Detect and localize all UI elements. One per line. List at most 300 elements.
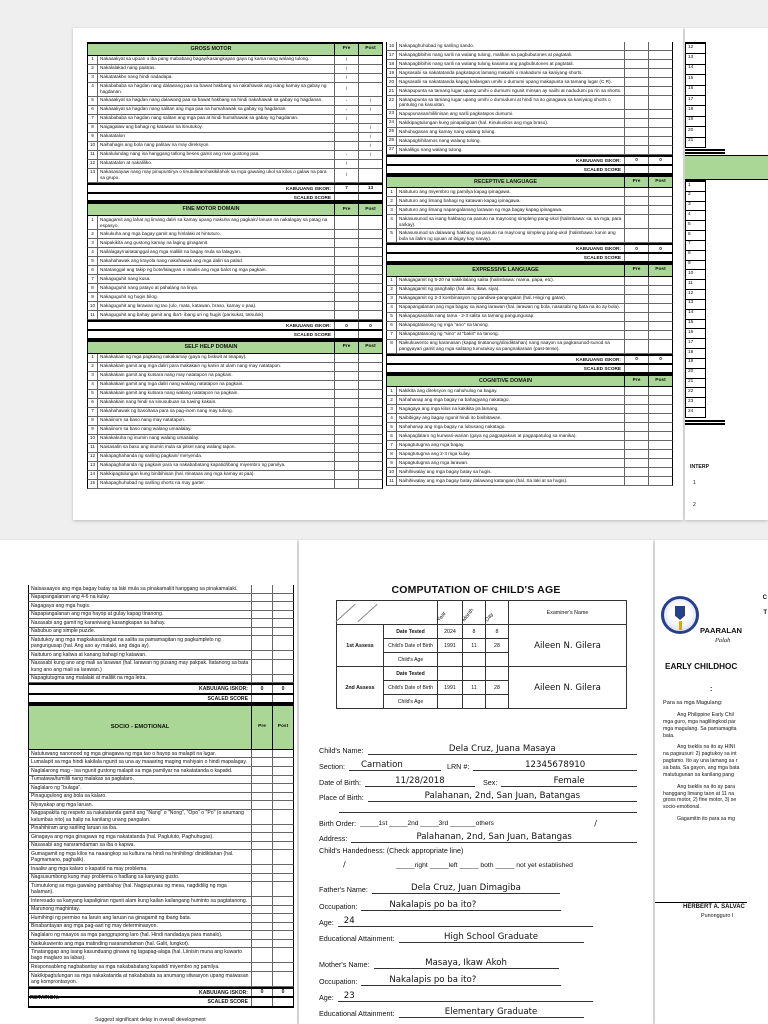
pre-mark — [334, 142, 358, 150]
letter-paragraph — [663, 744, 768, 778]
item-text: Napupunasan/nililinisan ang sarili pagkatapos dumumi. — [399, 110, 514, 116]
post-column-header: Post — [648, 265, 672, 276]
month-value: 8 — [463, 625, 486, 639]
item-number: 4 — [387, 215, 397, 228]
checklist-item-row — [28, 865, 294, 874]
total-post-value: 0 — [358, 322, 382, 329]
item-number: 8 — [387, 450, 397, 458]
item-text: Naglalaro ng maayos sa mga panggrupong laro (hal. Hindi nandadaya para manalo). — [31, 931, 223, 938]
post-mark — [648, 146, 672, 154]
total-score-label: KABUUANG ISKOR: — [285, 185, 331, 191]
pre-mark: / — [334, 56, 358, 64]
post-column-header: Post — [358, 204, 382, 215]
date-part-label: Month — [461, 607, 476, 623]
checklist-item-row — [28, 636, 294, 651]
checklist-item-row — [28, 906, 294, 915]
section-header — [87, 340, 383, 354]
item-text: Naihahagis ang bola nang palitaw na may direksyon. — [100, 142, 210, 148]
section-title: SELF HELP DOMAIN — [184, 343, 238, 350]
item-text: Naihihiwalay ang mga bagay batay dalawang katangian (hal. Sa laki at sa hugis). — [399, 477, 568, 483]
item-text: Nahuhugasan ang kamay nang walang tulong. — [399, 128, 496, 134]
post-mark — [648, 423, 672, 431]
item-text: Marunong maghintay. — [31, 906, 80, 913]
item-number: 2 — [387, 396, 397, 404]
item-text: Nasasabi kung ano ang mali sa larawan (hal. larawan ng pusang may pakpak. Itatanong sa bata kung ano ang mali sa larawan.) — [31, 660, 249, 673]
cut-text: T — [763, 610, 767, 616]
row-number: 15 — [685, 75, 706, 85]
post-mark — [272, 882, 293, 896]
checklist-item-row — [386, 331, 673, 340]
strip-score-divider — [685, 149, 725, 154]
section-title: GROSS MOTOR — [190, 46, 232, 52]
letter-paragraph-line: Ang Philippine Early Chil — [677, 712, 734, 718]
pre-mark — [624, 432, 648, 440]
item-text: Nakapaghihilamos nang walang tulong. — [399, 137, 481, 143]
post-mark — [358, 453, 382, 461]
checklist-item-row — [386, 215, 673, 229]
row-number: 15 — [685, 320, 706, 330]
scaled-pre-value — [334, 331, 358, 338]
item-number: 7 — [88, 115, 98, 123]
post-mark — [648, 340, 672, 353]
checklist-item-row — [87, 444, 383, 453]
item-text: Nakapaglalaro ng kunwari-warian (gaya ng pagpapakain at pagpapatulog sa manika). — [399, 432, 577, 438]
total-score-row — [386, 155, 673, 165]
post-mark — [272, 906, 293, 914]
checklist-item-row — [386, 286, 673, 295]
checklist-item-row — [87, 284, 383, 293]
item-text: Nakapaghahanda ng pagkain para sa nakababatang kapatid/ibang miyembro ng pamilya. — [100, 462, 286, 468]
checklist-item-row — [386, 60, 673, 69]
post-mark — [648, 128, 672, 136]
scaled-score-row — [386, 364, 673, 374]
post-mark — [272, 825, 293, 833]
post-mark — [648, 304, 672, 312]
checklist-item-row — [87, 435, 383, 444]
pre-mark — [251, 850, 272, 864]
pre-mark — [251, 801, 272, 809]
checklist-item-row — [28, 619, 294, 628]
row-number: 14 — [685, 65, 706, 75]
signatory-name: HERBERT A. SALVAC — [683, 904, 745, 910]
post-mark — [272, 758, 293, 766]
checklist-item-row — [386, 197, 673, 206]
total-score-label: KABUUANG ISKOR: — [575, 356, 621, 362]
row-number: 13 — [685, 300, 706, 310]
item-number: 3 — [88, 239, 98, 247]
pre-mark — [251, 865, 272, 873]
item-text: Naisasalin sa baso ang inumin mula sa pitsel nang walang tapon. — [100, 444, 236, 450]
handedness-label-line — [319, 846, 637, 855]
item-number: 2 — [88, 65, 98, 73]
date-part-header — [463, 601, 486, 625]
checklist-item-row — [87, 124, 383, 133]
section-title: EXPRESSIVE LANGUAGE — [472, 267, 539, 274]
item-number: 15 — [88, 480, 98, 488]
sex-value: Female — [501, 777, 637, 787]
total-score-label: KABUUANG ISKOR: — [199, 686, 248, 693]
checklist-item-row — [386, 42, 673, 51]
total-score-label: KABUUANG ISKOR: — [575, 157, 621, 163]
checklist-item-row — [87, 97, 383, 106]
pre-mark — [624, 286, 648, 294]
pre-mark — [251, 594, 272, 602]
post-mark — [272, 923, 293, 931]
item-text: Nakagagamit ng 5-20 na nakikilalang salita (halimbawa: mama, papa, etc). — [399, 277, 555, 283]
post-mark — [272, 842, 293, 850]
field-label: Child's Date of Birth — [384, 639, 438, 653]
checklist-section — [87, 202, 383, 339]
item-number: 1 — [387, 277, 397, 285]
checklist-item-row — [386, 468, 673, 477]
item-text: Nakikipagtulungan sa mga nakakatanda at nakababata sa anumang sitwasyon upang maiwasan ang komprontasyon. — [31, 972, 249, 985]
pre-mark — [624, 96, 648, 109]
strip-section-header-band — [685, 155, 768, 180]
checklist-section — [28, 704, 294, 1008]
row-number: 19 — [685, 117, 706, 127]
post-mark — [648, 387, 672, 395]
scaled-post-value — [272, 695, 293, 702]
total-score-row — [386, 243, 673, 253]
scaled-score-row — [28, 997, 294, 1007]
child-name-line — [319, 745, 637, 755]
post-mark — [358, 381, 382, 389]
post-mark — [358, 257, 382, 265]
row-number: 24 — [685, 408, 706, 418]
item-number: 5 — [88, 97, 98, 105]
post-mark — [272, 972, 293, 986]
item-text: Nakapagbibihis nang sarili na walang tulong, maliban sa pagbubutones at pagtatali. — [399, 51, 573, 57]
item-text: Naituturo ang limang bahagi ng katawan kapag ipinagawa. — [399, 198, 521, 204]
checklist-item-row — [28, 784, 294, 793]
pre-mark — [251, 833, 272, 841]
pre-mark — [334, 311, 358, 319]
checklist-item-row — [87, 471, 383, 480]
item-number: 5 — [387, 313, 397, 321]
item-text: Nakagagamit ng 2-3 kombinasyon ng pandiwa-pangngalan (hal. Hingi ng gatas). — [399, 295, 567, 301]
pre-mark — [251, 793, 272, 801]
scaled-score-label: SCALED SCORE — [583, 166, 621, 172]
item-text: Nakikipagtulungan kung binibihisan (hal. Itinataas ang mga kamay at paa). — [100, 471, 255, 477]
total-post-value: 0 — [272, 989, 293, 996]
total-pre-value: 7 — [334, 185, 358, 192]
checklist-item-row — [386, 137, 673, 146]
item-number: 9 — [387, 459, 397, 467]
post-mark — [272, 914, 293, 922]
checklist-item-row — [386, 432, 673, 441]
father-name-label: Father's Name: — [319, 885, 368, 895]
item-number: 3 — [387, 405, 397, 413]
item-text: Nakapaghuhubad ng sariling sando. — [399, 42, 475, 48]
item-number: 5 — [88, 257, 98, 265]
pre-mark — [251, 963, 272, 971]
row-number: 16 — [685, 329, 706, 339]
checklist-item-row — [28, 585, 294, 594]
scaled-pre-value — [624, 166, 648, 173]
post-mark — [648, 96, 672, 109]
checklist-item-row — [386, 396, 673, 405]
scaled-post-value — [648, 365, 672, 372]
strip-page — [685, 28, 768, 520]
examiner-name-header: Examiner's Name — [509, 601, 627, 625]
post-mark — [648, 188, 672, 196]
checklist-item-row — [87, 293, 383, 302]
post-mark — [358, 426, 382, 434]
item-text: Pinagugulong ang bola sa kalaro. — [31, 793, 107, 800]
post-mark — [358, 471, 382, 479]
pre-mark — [624, 340, 648, 353]
item-text: Niyayakap ang mga laruan. — [31, 801, 94, 808]
section-header — [386, 374, 673, 388]
letter-paragraph-line: socio-emotional. — [663, 804, 701, 811]
total-pre-value: 0 — [624, 157, 648, 164]
checklist-item-row — [87, 151, 383, 160]
total-post-value: 0 — [648, 245, 672, 252]
checklist-item-row — [28, 972, 294, 987]
section-label: Section: — [319, 762, 345, 772]
father-name-line — [319, 884, 637, 894]
item-text: Nagsasabi sa nakatatanda kapag kailangan umihi o dumumi upang makapunta sa tamang lugar (C.R). — [399, 78, 612, 84]
item-number: 9 — [88, 293, 98, 301]
item-number: 19 — [387, 69, 397, 77]
father-name-value: Dela Cruz, Juan Dimagiba — [372, 884, 560, 894]
date-part-label: Day — [484, 611, 495, 623]
pre-mark — [624, 229, 648, 242]
pre-mark: / — [334, 83, 358, 96]
checklist-item-row — [386, 295, 673, 304]
examiner-name-value: Aileen N. Gilera — [509, 667, 627, 709]
item-text: Nakaguguhit nang kusa. — [100, 275, 151, 281]
mother-age-value: 23 — [338, 992, 593, 1002]
section-title: RECEPTIVE LANGUAGE — [474, 178, 537, 185]
pre-mark — [624, 277, 648, 285]
item-number: 1 — [387, 387, 397, 395]
post-mark — [648, 450, 672, 458]
checklist-section — [87, 42, 383, 202]
item-text: Nagagaya ang mga kilos na kakikita pa lamang. — [399, 405, 499, 411]
checklist-item-row — [386, 51, 673, 60]
checklist-item-row — [28, 940, 294, 949]
item-number: 8 — [88, 284, 98, 292]
item-number: 6 — [88, 399, 98, 407]
item-text: Natutukoy ang mga magkakasalungat na salita sa pamamagitan ng pagkumpleto ng pangungusap (hal. Ang aso ay malaki, ang daga ay). — [31, 636, 221, 650]
post-mark — [648, 441, 672, 449]
item-text: Nagagamit ang lahat ng limang daliri sa kamay upang makuha ang pagkain/ laruan na nakalagay sa patag na espasyo. — [100, 216, 328, 228]
item-text: Tinatanggap ang isang kasunduang ginawa ng tagapag-alaga (hal. Liinisin muna ang kuwarto bago maglaro sa labas). — [31, 949, 243, 962]
pre-mark — [334, 284, 358, 292]
pre-mark — [251, 940, 272, 948]
row-number: 16 — [685, 86, 706, 96]
item-text: Napagtutugma ang 2-3 mga kulay. — [399, 450, 471, 456]
post-mark — [358, 302, 382, 310]
father-age-line — [319, 917, 637, 927]
dob-sex-line — [319, 777, 637, 787]
checklist-item-row — [87, 248, 383, 257]
pre-mark: / — [334, 115, 358, 123]
checklist-item-row — [386, 206, 673, 215]
post-mark — [648, 197, 672, 205]
school-name: PAARALAN — [700, 626, 743, 635]
pre-column-header: Pre — [624, 265, 648, 276]
scaled-pre-value — [251, 998, 272, 1005]
address-label: Address: — [319, 834, 348, 844]
pre-mark — [624, 322, 648, 330]
item-number: 11 — [88, 151, 98, 159]
item-text: Nakaaakyat sa hagdan nang salitan ang mga paa na humahawak sa gabay ng hagdanan. — [100, 106, 287, 112]
pre-mark — [624, 459, 648, 467]
sex-label: Sex: — [482, 778, 498, 788]
item-number: 22 — [387, 96, 397, 109]
checklist-item-row — [28, 948, 294, 963]
checklist-item-row — [28, 931, 294, 940]
scaled-score-label: SCALED SCORE — [293, 194, 331, 200]
diagonal-line — [336, 604, 356, 622]
mother-age-line — [319, 992, 637, 1002]
checklist-item-row — [28, 850, 294, 865]
row-number: 9 — [685, 261, 706, 271]
checklist-item-row — [386, 188, 673, 197]
salutation: Para sa mga Magulang: — [663, 700, 723, 706]
item-text: Nakakakain gamit ang mga daliri nang walang natatapon na pagkain. — [100, 381, 244, 387]
checklist-columns — [87, 42, 683, 489]
checklist-section — [386, 374, 673, 487]
letter-body — [663, 712, 768, 828]
item-number: 1 — [88, 216, 98, 229]
pre-mark — [251, 882, 272, 896]
month-value — [463, 667, 486, 681]
pre-mark — [624, 87, 648, 95]
pre-mark: - — [334, 106, 358, 114]
row-number: 13 — [685, 54, 706, 64]
checklist-page — [73, 28, 683, 520]
pre-mark — [624, 197, 648, 205]
pre-mark — [624, 423, 648, 431]
pre-mark — [334, 372, 358, 380]
pre-mark — [251, 767, 272, 775]
mother-name-line — [319, 959, 637, 969]
item-text: Nagsusumbong kung may problema o hadlang sa kanyang gusto. — [31, 874, 180, 881]
item-number: 10 — [88, 302, 98, 310]
occupation-label: Occupation: — [319, 977, 358, 987]
pre-mark — [334, 453, 358, 461]
item-text: Nakalalakad nang paatras. — [100, 65, 156, 71]
pre-mark — [251, 914, 272, 922]
day-value: 28 — [486, 681, 509, 695]
post-mark — [272, 619, 293, 627]
total-pre-value: 0 — [624, 356, 648, 363]
item-text: Naglalarong mag - isa ngunit gustong malapit sa mga pamilyar na nakatatanda o kapatid. — [31, 767, 233, 774]
scaled-score-label: SCALED SCORE — [293, 331, 331, 337]
month-value — [463, 653, 486, 667]
pre-mark: - — [334, 151, 358, 159]
section-lrn-line — [319, 761, 637, 771]
pre-mark — [624, 313, 648, 321]
row-number: 17 — [685, 96, 706, 106]
letter-paragraph-line: sa bata. Sa gayon, ang mga bata — [663, 765, 740, 772]
section-header — [87, 42, 383, 56]
pre-mark — [624, 215, 648, 228]
row-number: 12 — [685, 42, 706, 54]
checklist-item-row — [386, 441, 673, 450]
checklist-item-row — [87, 115, 383, 124]
post-mark — [358, 399, 382, 407]
post-mark — [358, 248, 382, 256]
pre-mark: / — [334, 65, 358, 73]
checklist-item-row — [87, 160, 383, 169]
item-text: Nakapagsasalita nang tama - 2-3 salita sa tamang pangungusap. — [399, 313, 535, 319]
post-mark — [358, 160, 382, 168]
pre-column-header: Pre — [624, 177, 648, 188]
item-text: Nakasusunod sa dalawang hakbang na panuto na mayroong simpleng pang-ukol (halimbawa: kunin ang bola sa ilalim ng upuan at ibigay kay nanay). — [399, 229, 616, 241]
row-number: 23 — [685, 398, 706, 408]
age-computation-table — [336, 600, 627, 709]
date-part-header — [486, 601, 509, 625]
item-text: Napapangalanan ang mga bagay sa isang larawan (hal. larawan ng bola, nasasabi ng bata na ito ay bola). — [399, 304, 620, 310]
post-mark — [358, 363, 382, 371]
post-mark — [358, 390, 382, 398]
checklist-item-row — [386, 322, 673, 331]
post-mark — [272, 784, 293, 792]
total-score-row — [28, 683, 294, 693]
item-text: Napagtutugma ang mga larawan. — [399, 459, 469, 465]
pre-mark — [251, 628, 272, 636]
item-text: Inaaliw ang mga kalaro o kapatid na may problema. — [31, 865, 148, 872]
father-educ-line — [319, 933, 637, 943]
father-occupation-line — [319, 901, 637, 911]
post-mark — [648, 78, 672, 86]
pre-mark — [251, 784, 272, 792]
checklist-item-row — [386, 405, 673, 414]
item-text: Naikukuwento ang karanasan (kapag tinatanong/dinidiktahan) nang naayon sa pagkasunod-sunod na pangyayari gamit ang mga salitang tumutukoy sa pangnakaraan (past-tense). — [399, 340, 610, 352]
signatory-title: Punongguro I — [701, 913, 734, 919]
item-text: Nakaguguhit nang patayo at pahalang na linya. — [100, 284, 198, 290]
checklist-item-row — [28, 923, 294, 932]
item-number: 4 — [88, 381, 98, 389]
item-text: Nakapagtatanong ng "sino" at "bakit" na tanong. — [399, 331, 499, 337]
post-mark — [648, 405, 672, 413]
item-number: 7 — [88, 275, 98, 283]
pre-mark — [334, 239, 358, 247]
cut-text: : — [710, 686, 713, 693]
pre-mark — [624, 295, 648, 303]
total-pre-value: 0 — [624, 245, 648, 252]
item-text: Naibibigay ang bagay ngunit hindi ito binibitawan. — [399, 414, 502, 420]
checklist-item-row — [87, 266, 383, 275]
pre-mark: - — [334, 97, 358, 105]
pre-mark — [334, 133, 358, 141]
item-text: Nakapagbibihis nang sarili na walang tulong kasama ang pagbubutones at pagtatali. — [399, 60, 574, 66]
item-number: 10 — [88, 142, 98, 150]
checklist-item-row — [87, 363, 383, 372]
mother-educ-line — [319, 1008, 637, 1018]
checklist-item-row — [28, 801, 294, 810]
letter-paragraph-line: mga guro, mga naglilingkod par — [663, 718, 736, 725]
letter-paragraph-line: Gagamitin ito para sa mg — [677, 816, 735, 823]
checklist-item-row — [28, 660, 294, 675]
total-score-row — [386, 354, 673, 364]
handedness-options-line — [319, 860, 637, 869]
checklist-item-row — [28, 767, 294, 776]
scaled-score-label: SCALED SCORE — [583, 255, 621, 261]
pre-mark — [334, 390, 358, 398]
item-number: 8 — [88, 124, 98, 132]
checklist-item-row — [28, 897, 294, 906]
post-column-header: Post — [272, 706, 293, 749]
post-mark: / — [358, 106, 382, 114]
checklist-item-row — [28, 833, 294, 842]
item-text: Nakatatalon — [100, 133, 126, 139]
scaled-pre-value — [251, 695, 272, 702]
